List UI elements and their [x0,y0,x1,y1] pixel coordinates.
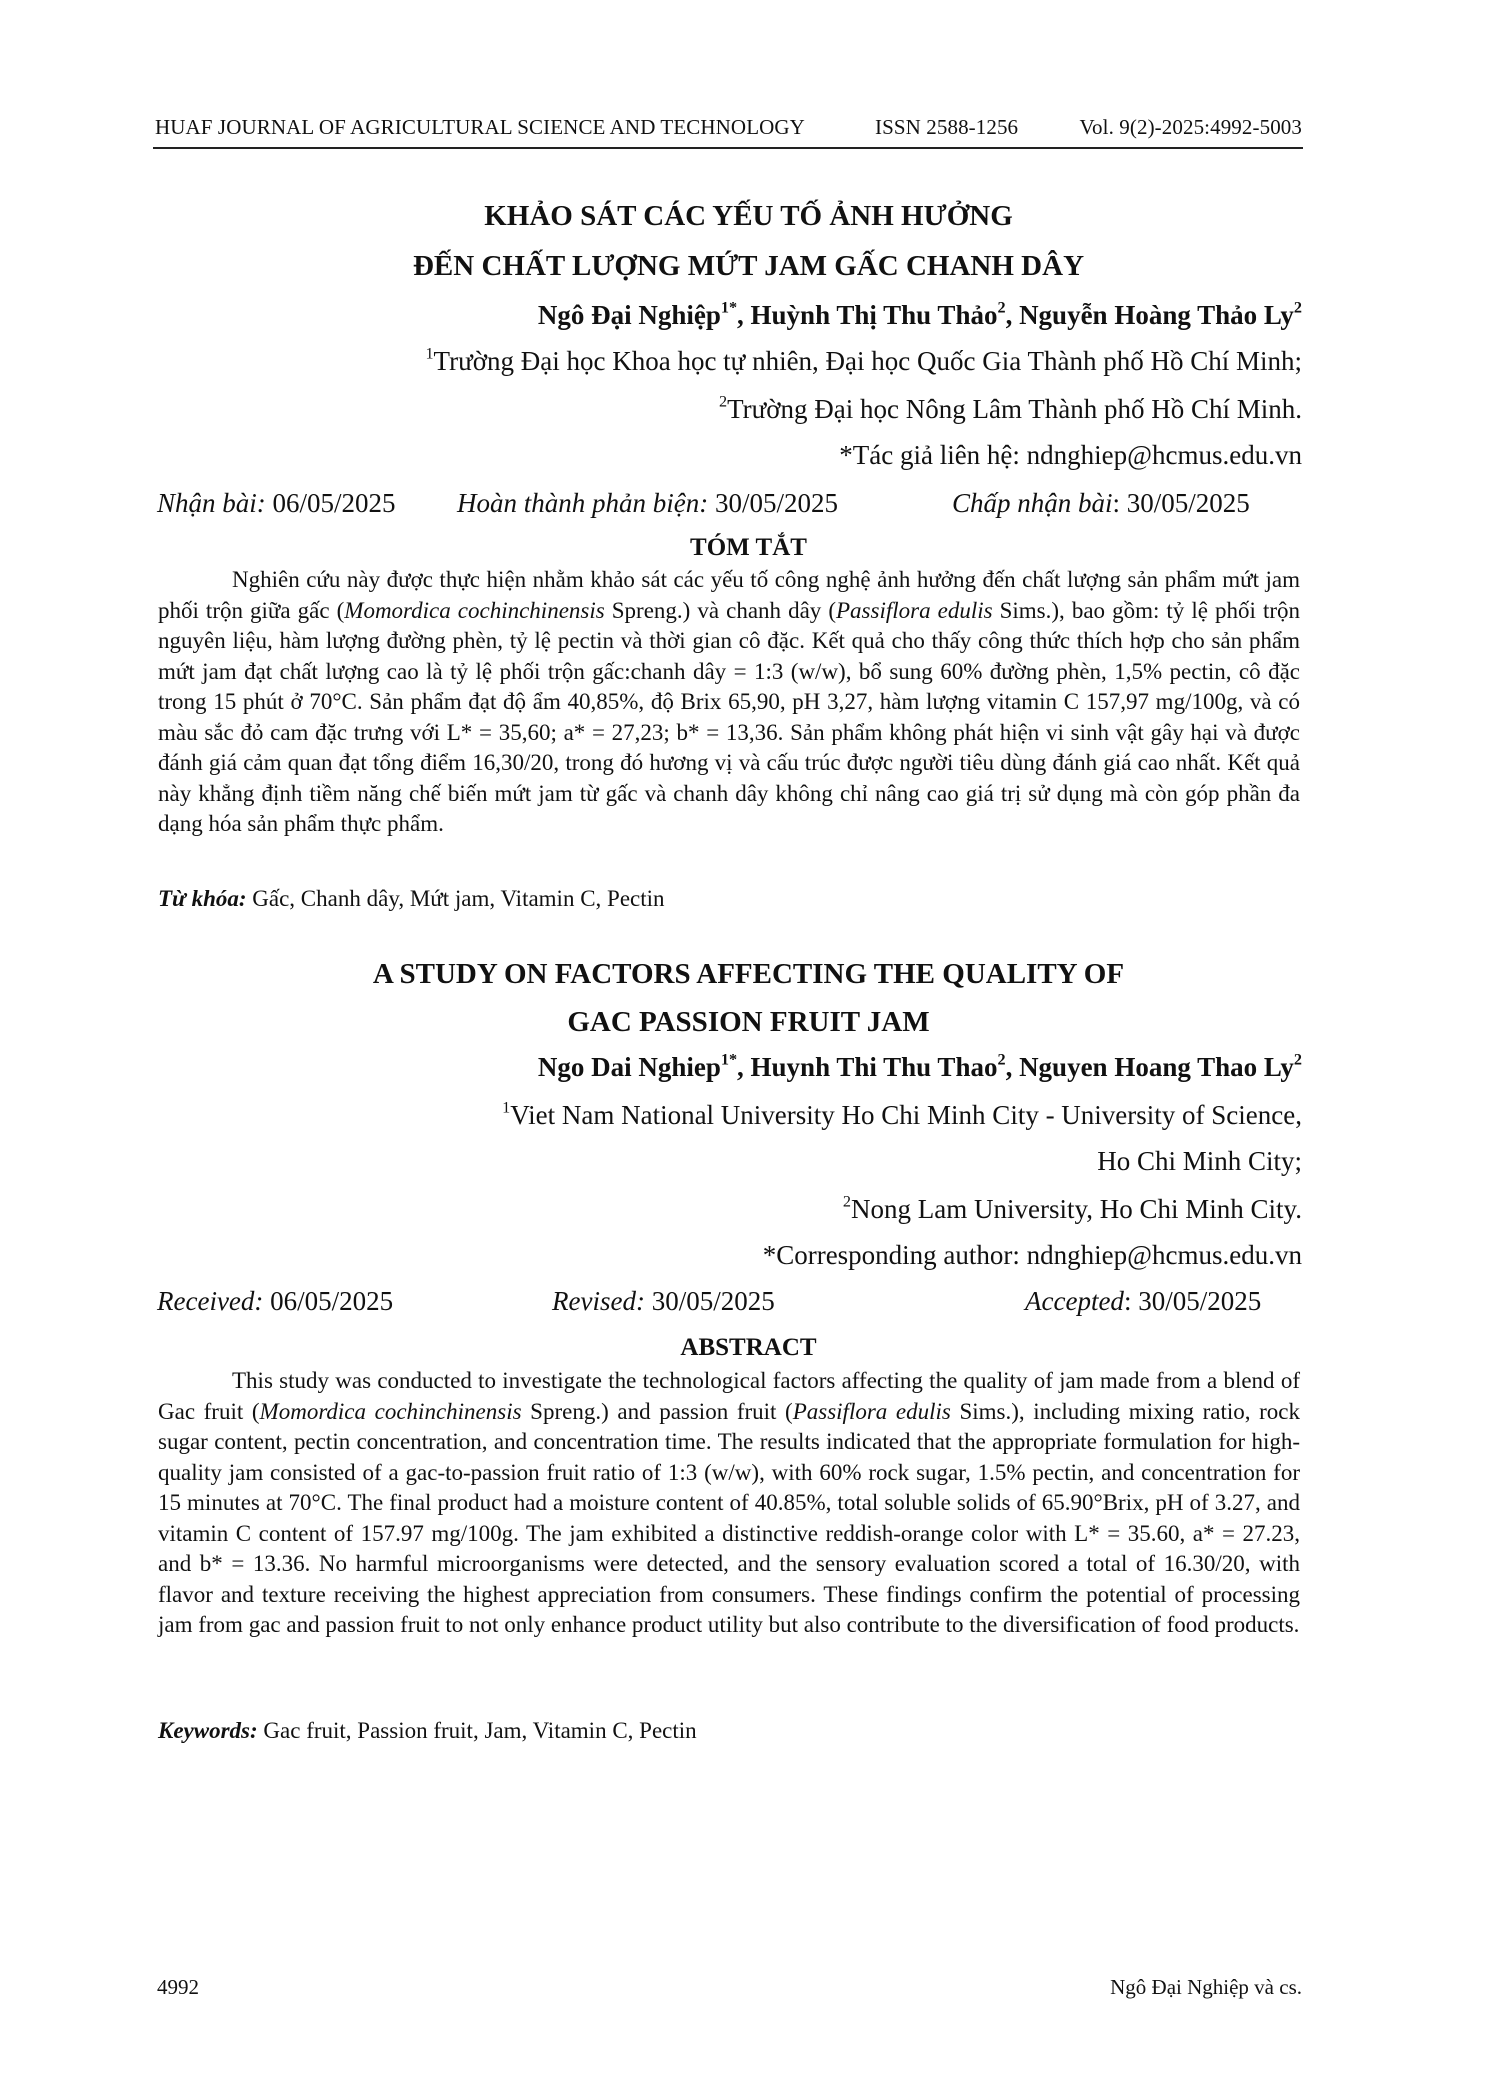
author-sup: 1* [720,298,738,317]
author-sup: 2 [997,1050,1006,1069]
author-sep: , [737,300,751,330]
keywords-label: Từ khóa: [158,886,247,911]
author-sep: , [737,1052,751,1082]
species-name: Passiflora edulis [836,597,993,623]
affil-text: Nong Lam University, Ho Chi Minh City. [851,1194,1302,1224]
keywords-label: Keywords: [158,1718,258,1743]
date-value: : 30/05/2025 [1112,488,1250,518]
affil-text: Trường Đại học Nông Lâm Thành phố Hồ Chí Minh. [727,394,1302,424]
page-number: 4992 [157,1975,199,1999]
en-abstract-heading: ABSTRACT [680,1334,817,1361]
affil-sup: 2 [719,392,728,411]
vi-authors [538,300,1302,331]
affil-sup: 1 [502,1098,511,1117]
abstract-text: Sims.), including mixing ratio, rock sugar content, pectin concentration, and concentration time. The results indicated that the appropriate formulation for high-quality jam consisted of a gac-to-passion fruit ratio of 1:3 (w/w), with 60% rock sugar, 1.5% pectin, and concentration for 15 minutes at 70°C. The final product had a moisture content of 40.85%, total soluble solids of 65.90°Brix, pH of 3.27, and vitamin C content of 157.97 mg/100g. The jam exhibited a distinctive reddish-orange color with L* = 35.60, a* = 27.23, and b* = 13.36. No harmful microorganisms were detected, and the sensory evaluation scored a total of 16.30/20, with flavor and texture receiving the highest appreciation from consumers. These findings confirm the potential of processing jam from gac and passion fruit to not only enhance product utility but also contribute to the diversification of food products. [158,1398,1300,1637]
vi-title-line1: KHẢO SÁT CÁC YẾU TỐ ẢNH HƯỞNG [484,200,1013,232]
issn: ISSN 2588-1256 [875,115,1019,139]
author: Ngô Đại Nghiệp [537,300,721,330]
species-name: Momordica cochinchinensis [344,597,605,623]
en-accepted-date [1025,1286,1261,1317]
abstract-text: Sims.), bao gồm: tỷ lệ phối trộn nguyên liệu, hàm lượng đường phèn, tỷ lệ pectin và thời gian cô đặc. Kết quả cho thấy công thức thích hợp cho sản phẩm mứt jam đạt chất lượng cao là tỷ lệ phối trộn gấc:chanh dây = 1:3 (w/w), bổ sung 60% đường phèn, 1,5% pectin, cô đặc trong 15 phút ở 70°C. Sản phẩm đạt độ ẩm 40,85%, độ Brix 65,90, pH 3,27, hàm lượng vitamin C 157,97 mg/100g, và có màu sắc đỏ cam đặc trưng với L* = 35,60; a* = 27,23; b* = 13,36. Sản phẩm không phát hiện vi sinh vật gây hại và được đánh giá cảm quan đạt tổng điểm 16,30/20, trong đó hương vị và cấu trúc được người tiêu dùng đánh giá cao nhất. Kết quả này khẳng định tiềm năng chế biến mứt jam từ gấc và chanh dây không chỉ nâng cao giá trị sử dụng mà còn góp phần đa dạng hóa sản phẩm thực phẩm. [158,597,1300,836]
vi-abstract [158,565,1300,840]
en-revised-date [552,1286,775,1317]
date-label: Nhận bài: [157,488,266,518]
header-rule [153,147,1303,149]
abstract-text: Spreng.) and passion fruit ( [521,1398,793,1424]
author-sup: 2 [1293,1050,1302,1069]
affil-text: Viet Nam National University Ho Chi Minh City - University of Science, [510,1100,1302,1130]
date-label: Accepted [1025,1286,1124,1316]
en-abstract [158,1366,1300,1641]
vi-title-line2: ĐẾN CHẤT LƯỢNG MỨT JAM GẤC CHANH DÂY [412,250,1085,282]
date-label: Chấp nhận bài [952,488,1113,518]
vi-affiliation-2 [719,394,1302,425]
en-title-line2: GAC PASSION FRUIT JAM [567,1006,930,1038]
vi-affiliation-1 [425,346,1302,377]
author: Huỳnh Thị Thu Thảo [750,300,998,330]
author-sup: 2 [1293,298,1302,317]
author-sep: , [1005,300,1020,330]
journal-name: HUAF JOURNAL OF AGRICULTURAL SCIENCE AND TECHNOLOGY [155,115,805,139]
date-value: 06/05/2025 [263,1286,394,1316]
en-affiliation-1 [502,1100,1302,1131]
species-name: Passiflora edulis [792,1398,951,1424]
en-affiliation-2 [843,1194,1302,1225]
en-title-line1: A STUDY ON FACTORS AFFECTING THE QUALITY OF [372,958,1125,990]
date-label: Received: [157,1286,264,1316]
keywords-text: Gac fruit, Passion fruit, Jam, Vitamin C, Pectin [257,1718,697,1743]
abstract-text: This study was conducted to investigate the technological factors affecting the quality of jam made from a blend of Gac fruit ( [158,1368,1300,1424]
running-author: Ngô Đại Nghiệp và cs. [1110,1975,1302,1999]
vi-received-date [157,488,396,519]
author: Nguyễn Hoàng Thảo Ly [1019,300,1294,330]
keywords-text: Gấc, Chanh dây, Mứt jam, Vitamin C, Pectin [246,886,665,911]
en-affiliation-1-cont: Ho Chi Minh City; [1097,1146,1302,1176]
author-sep: , [1005,1052,1020,1082]
vi-revised-date [457,488,838,519]
abstract-text: Nghiên cứu này được thực hiện nhằm khảo sát các yếu tố công nghệ ảnh hưởng đến chất lượng sản phẩm mứt jam phối trộn giữa gấc ( [158,567,1300,623]
en-keywords [158,1718,697,1744]
vi-accepted-date [952,488,1250,519]
en-authors [538,1052,1302,1083]
date-label: Revised: [552,1286,645,1316]
author: Nguyen Hoang Thao Ly [1019,1052,1294,1082]
author-sup: 2 [997,298,1006,317]
en-corresponding-author: *Corresponding author: ndnghiep@hcmus.edu.vn [762,1240,1302,1270]
en-received-date [157,1286,393,1317]
date-value: : 30/05/2025 [1123,1286,1262,1316]
author-sup: 1* [720,1050,738,1069]
vi-corresponding-author: *Tác giả liên hệ: ndnghiep@hcmus.edu.vn [839,440,1302,470]
affil-text: Trường Đại học Khoa học tự nhiên, Đại học Quốc Gia Thành phố Hồ Chí Minh; [433,346,1302,376]
volume-info: Vol. 9(2)-2025:4992-5003 [1079,115,1302,139]
affil-sup: 1 [425,344,434,363]
vi-keywords [158,886,665,912]
date-value: 30/05/2025 [708,488,838,518]
affil-sup: 2 [842,1192,852,1211]
author: Huynh Thi Thu Thao [750,1052,998,1082]
species-name: Momordica cochinchinensis [259,1398,522,1424]
date-value: 30/05/2025 [644,1286,775,1316]
author: Ngo Dai Nghiep [537,1052,721,1082]
abstract-text: Spreng.) và chanh dây ( [604,597,836,623]
vi-abstract-heading: TÓM TẮT [690,534,807,561]
date-value: 06/05/2025 [265,488,396,518]
date-label: Hoàn thành phản biện: [457,488,709,518]
